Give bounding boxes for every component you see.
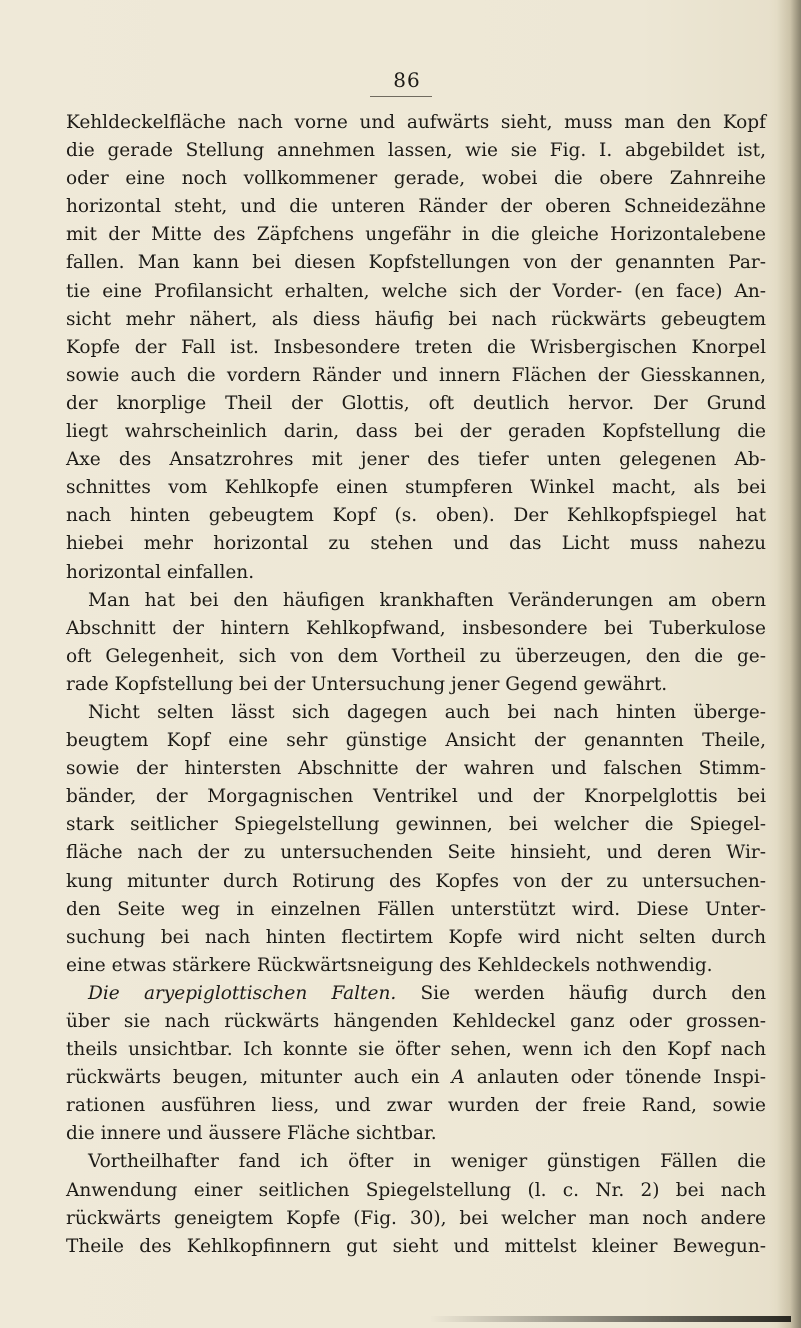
text-line: Nicht selten lässt sich dagegen auch bei nach hinten überge- bbox=[88, 701, 766, 723]
bottom-edge-mark bbox=[430, 1316, 791, 1322]
text-line bbox=[66, 980, 766, 1008]
text-line: Anwendung einer seitlichen Spiegelstellung (l. c. Nr. 2) bei nach bbox=[66, 1179, 766, 1201]
text-line: liegt wahrscheinlich darin, dass bei der geraden Kopfstellung die bbox=[66, 421, 766, 443]
text-line: sowie auch die vordern Ränder und innern Flächen der Giesskannen, bbox=[66, 364, 766, 386]
text-line: oft Gelegenheit, sich von dem Vortheil zu überzeugen, den die ge- bbox=[66, 645, 766, 667]
text-line: Vortheilhafter fand ich öfter in weniger günstigen Fällen die bbox=[88, 1151, 766, 1173]
text-line: der knorplige Theil der Glottis, oft deutlich hervor. Der Grund bbox=[66, 392, 766, 414]
text-line: sowie der hintersten Abschnitte der wahren und falschen Stimm- bbox=[66, 758, 766, 780]
text-line: Man hat bei den häufigen krankhaften Veränderungen am obern bbox=[88, 589, 766, 611]
text-line: eine etwas stärkere Rückwärtsneigung des Kehldeckels nothwendig. bbox=[66, 954, 713, 976]
text-line: sicht mehr nähert, als diess häufig bei nach rückwärts gebeugtem bbox=[66, 308, 766, 330]
section-heading-italic: Die aryepiglottischen Falten. bbox=[88, 982, 397, 1004]
text-line: tie eine Profilansicht erhalten, welche sich der Vorder- (en face) An- bbox=[66, 280, 766, 302]
text-line: rationen ausführen liess, und zwar wurden der freie Rand, sowie bbox=[66, 1095, 766, 1117]
text-line: über sie nach rückwärts hängenden Kehldeckel ganz oder grossen- bbox=[66, 1011, 766, 1032]
page-edge-shadow bbox=[777, 0, 801, 1328]
text-line: schnittes vom Kehlkopfe einen stumpferen Winkel macht, als bei bbox=[66, 477, 766, 499]
text-line: Abschnitt der hintern Kehlkopfwand, insbesondere bei Tuberkulose bbox=[66, 617, 766, 639]
body-text bbox=[66, 109, 766, 1261]
text-line: rückwärts geneigtem Kopfe (Fig. 30), bei welcher man noch andere bbox=[66, 1207, 766, 1229]
italic-letter: A bbox=[451, 1067, 465, 1089]
text-line: oder eine noch vollkommener gerade, wobei die obere Zahnreihe bbox=[66, 168, 766, 190]
text-line: suchung bei nach hinten flectirtem Kopfe wird nicht selten durch bbox=[66, 926, 766, 948]
text-line: bänder, der Morgagnischen Ventrikel und der Knorpelglottis bei bbox=[66, 786, 766, 808]
text-line: beugtem Kopf eine sehr günstige Ansicht der genannten Theile, bbox=[66, 730, 766, 752]
text-line: Kehldeckelfläche nach vorne und aufwärts sieht, muss man den Kopf bbox=[66, 112, 766, 133]
text-run: Sie werden häufig durch den bbox=[396, 982, 766, 1004]
text-line: hiebei mehr horizontal zu stehen und das Licht muss nahezu bbox=[66, 533, 766, 555]
text-run: rückwärts beugen, mitunter auch ein bbox=[66, 1067, 440, 1089]
text-line: kung mitunter durch Rotirung des Kopfes von der zu untersuchen- bbox=[66, 870, 766, 892]
text-line: Axe des Ansatzrohres mit jener des tiefer unten gelegenen Ab- bbox=[66, 449, 766, 471]
text-line: fallen. Man kann bei diesen Kopfstellungen von der genannten Par- bbox=[66, 252, 766, 274]
text-run: anlauten oder tönende Inspi- bbox=[464, 1067, 767, 1089]
text-line: mit der Mitte des Zäpfchens ungefähr in die gleiche Horizontalebene bbox=[66, 224, 766, 246]
text-line: den Seite weg in einzelnen Fällen unterstützt wird. Diese Unter- bbox=[66, 898, 766, 920]
text-line: stark seitlicher Spiegelstellung gewinnen, bei welcher die Spiegel- bbox=[66, 814, 766, 836]
text-line: fläche nach der zu untersuchenden Seite hinsieht, und deren Wir- bbox=[66, 842, 766, 864]
text-line: die gerade Stellung annehmen lassen, wie sie Fig. I. abgebildet ist, bbox=[66, 140, 766, 162]
text-line: theils unsichtbar. Ich konnte sie öfter sehen, wenn ich den Kopf nach bbox=[66, 1039, 766, 1061]
text-line: horizontal steht, und die unteren Ränder der oberen Schneidezähne bbox=[66, 196, 766, 218]
page-number-underline bbox=[370, 96, 432, 97]
page-number: 86 bbox=[393, 68, 421, 92]
text-line: nach hinten gebeugtem Kopf (s. oben). Der Kehlkopfspiegel hat bbox=[66, 505, 766, 527]
text-line: Kopfe der Fall ist. Insbesondere treten die Wrisbergischen Knorpel bbox=[66, 336, 766, 358]
text-line: Theile des Kehlkopfinnern gut sieht und mittelst kleiner Bewegun- bbox=[66, 1235, 766, 1257]
text-line bbox=[66, 1064, 766, 1092]
text-line: die innere und äussere Fläche sichtbar. bbox=[66, 1123, 437, 1145]
text-line: rade Kopfstellung bei der Untersuchung jener Gegend gewährt. bbox=[66, 673, 668, 695]
text-line: horizontal einfallen. bbox=[66, 561, 255, 583]
